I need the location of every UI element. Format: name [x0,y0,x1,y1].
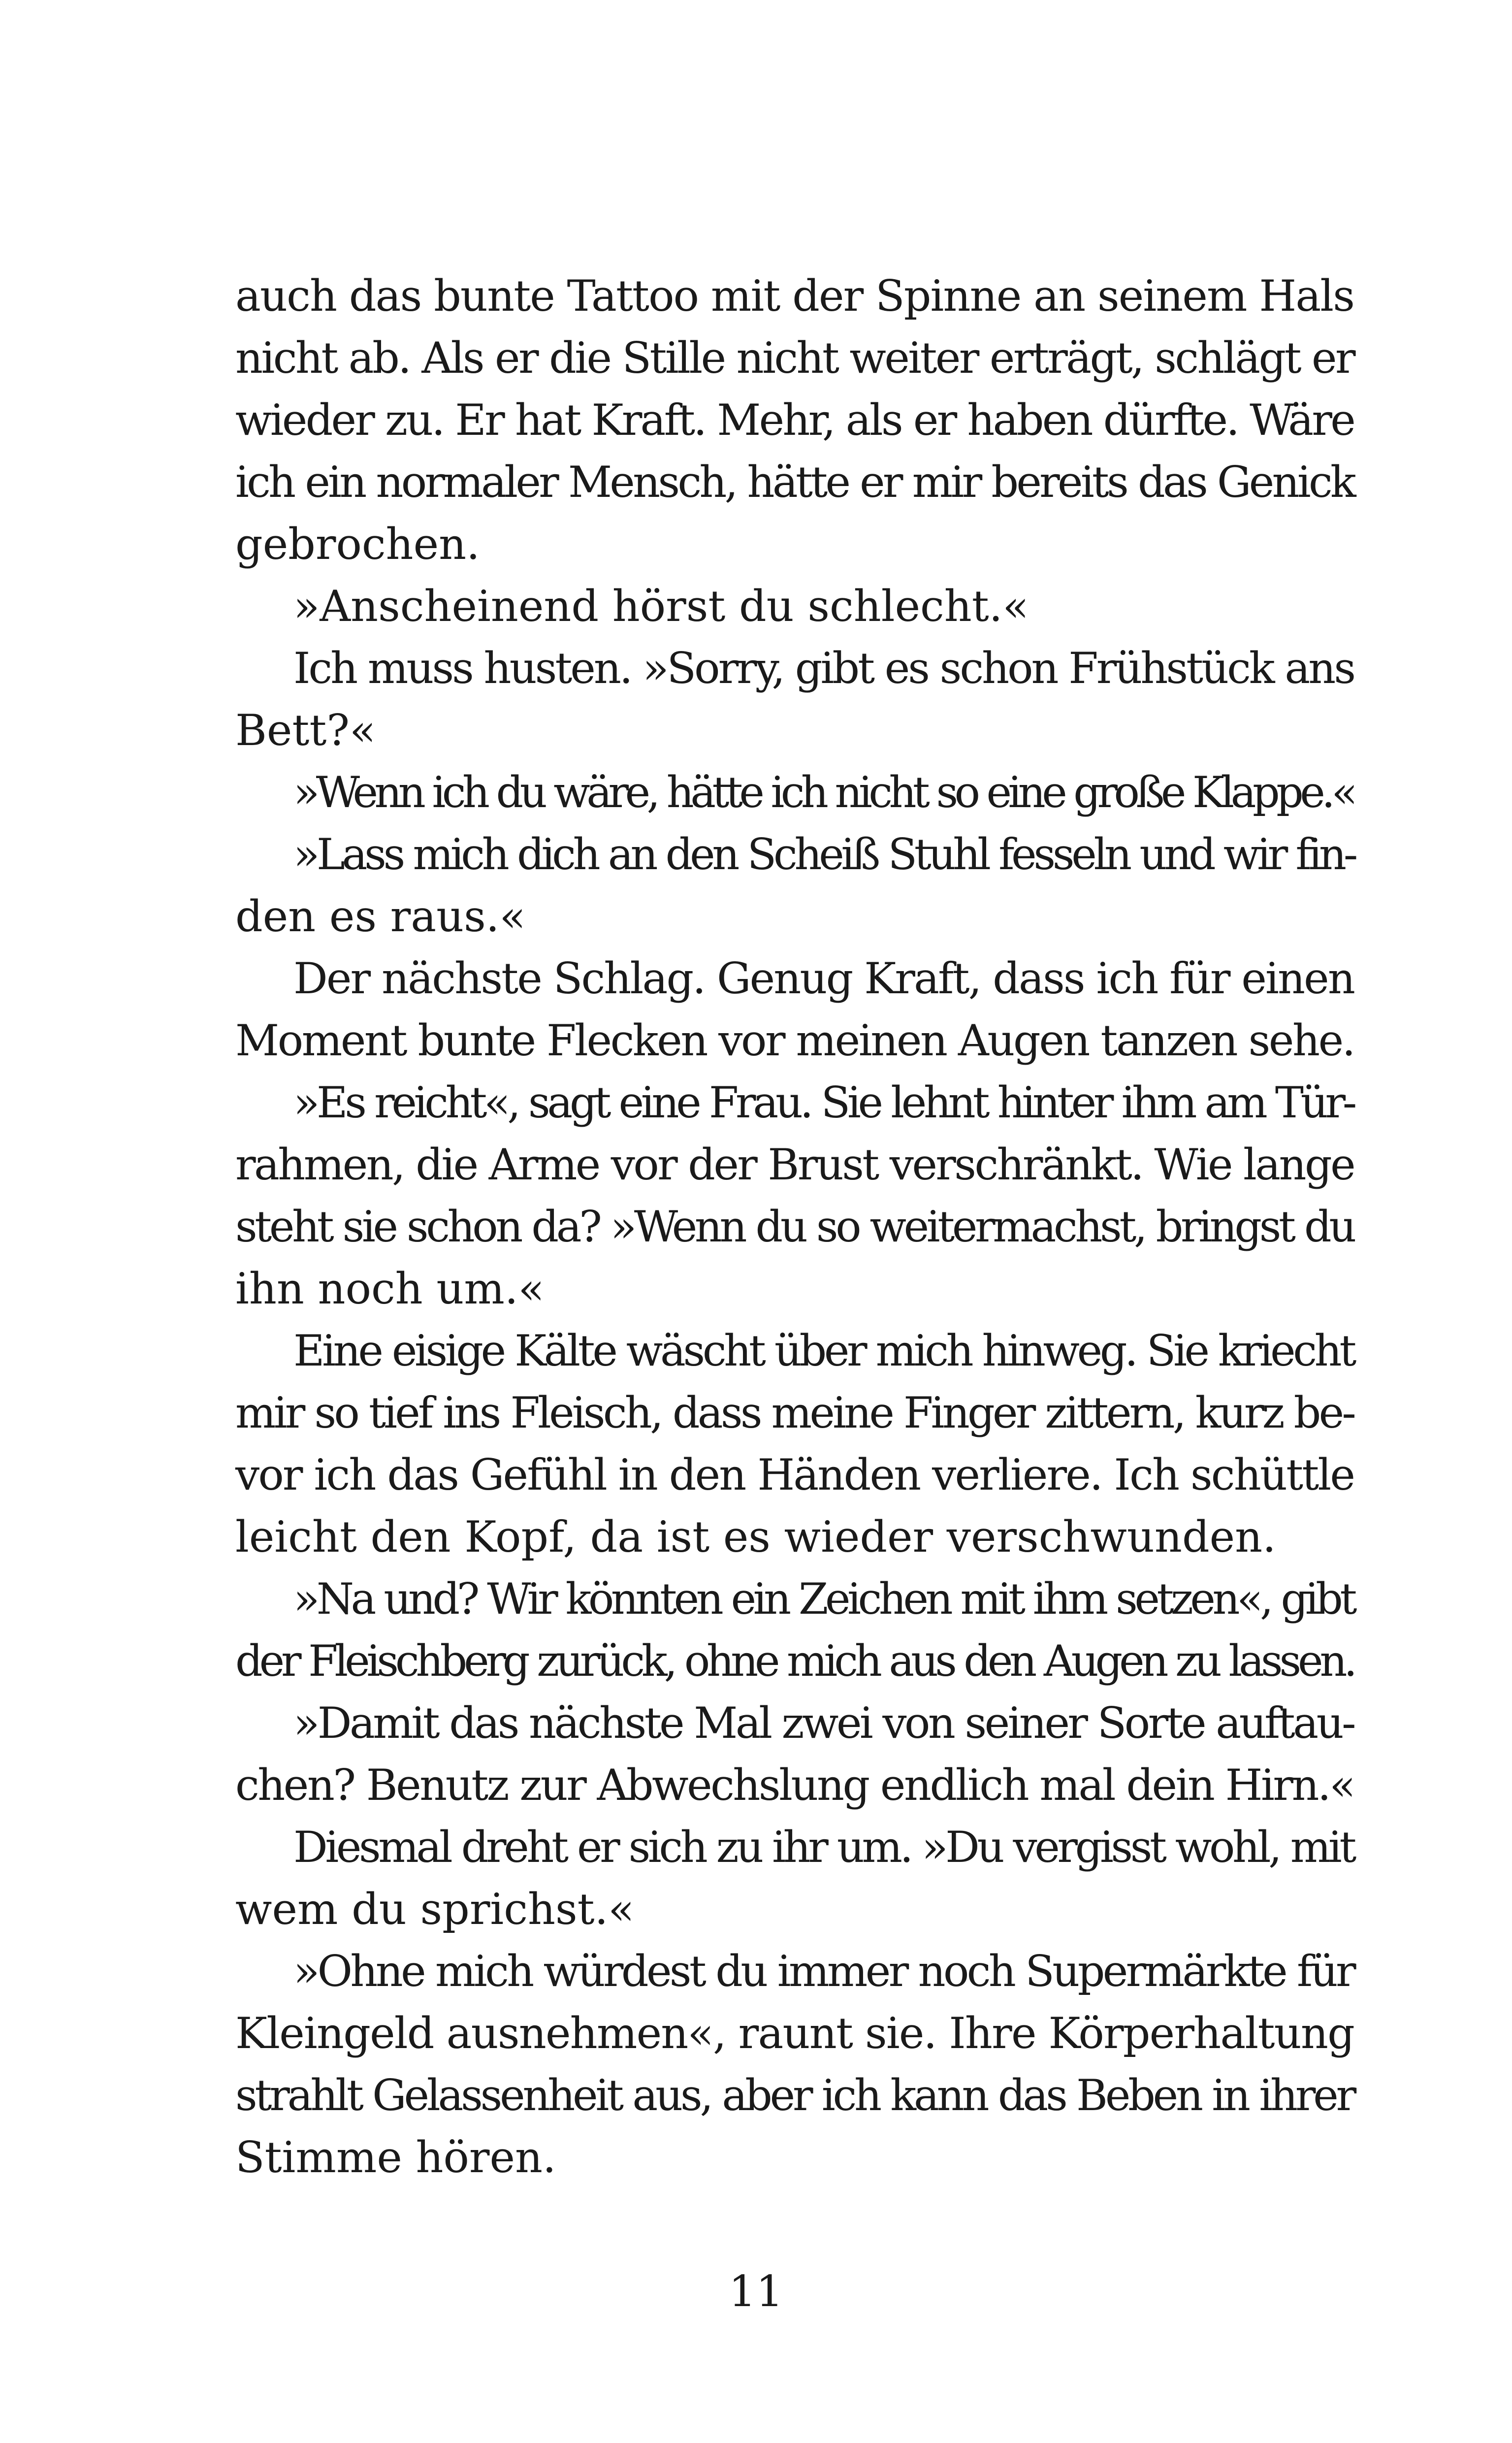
text-line: »Es reicht«, sagt eine Frau. Sie lehnt hinter ihm am Tür- [293,1077,1354,1128]
text-line: »Ohne mich würdest du immer noch Supermärkte für [293,1946,1354,1996]
text-line: Ich muss husten. »Sorry, gibt es schon Frühstück ans [293,643,1354,693]
text-line: den es raus.« [235,891,526,942]
text-line: Kleingeld ausnehmen«, raunt sie. Ihre Körperhaltung [235,2008,1354,2058]
text-line: strahlt Gelassenheit aus, aber ich kann das Beben in ihrer [235,2070,1354,2120]
text-line: »Anscheinend hörst du schlecht.« [293,581,1029,631]
text-line: vor ich das Gefühl in den Händen verliere. Ich schüttle [235,1450,1354,1500]
text-line: Eine eisige Kälte wäscht über mich hinweg. Sie kriecht [293,1326,1354,1376]
text-line: Der nächste Schlag. Genug Kraft, dass ich für einen [293,953,1354,1004]
text-line: Moment bunte Flecken vor meinen Augen tanzen sehe. [235,1015,1354,1066]
text-line: auch das bunte Tattoo mit der Spinne an seinem Hals [235,271,1354,321]
text-line: ich ein normaler Mensch, hätte er mir bereits das Genick [235,457,1354,507]
text-line: mir so tief ins Fleisch, dass meine Finger zittern, kurz be- [235,1388,1354,1438]
text-line: gebrochen. [235,519,480,569]
text-line: wem du sprichst.« [235,1884,635,1934]
text-line: wieder zu. Er hat Kraft. Mehr, als er haben dürfte. Wäre [235,395,1354,445]
page-number: 11 [729,2266,783,2316]
text-line: rahmen, die Arme vor der Brust verschränkt. Wie lange [235,1140,1354,1190]
text-line: »Wenn ich du wäre, hätte ich nicht so eine große Klappe.« [293,767,1354,817]
text-line: ihn noch um.« [235,1264,545,1314]
text-line: nicht ab. Als er die Stille nicht weiter erträgt, schlägt er [235,333,1354,383]
text-line: Diesmal dreht er sich zu ihr um. »Du vergisst wohl, mit [293,1822,1354,1872]
text-line: »Na und? Wir könnten ein Zeichen mit ihm setzen«, gibt [293,1574,1354,1624]
body-text [235,265,1354,2188]
text-line: Stimme hören. [235,2132,556,2182]
text-line: der Fleischberg zurück, ohne mich aus den Augen zu lassen. [235,1636,1354,1686]
text-line: Bett?« [235,705,376,755]
text-line: chen? Benutz zur Abwechslung endlich mal dein Hirn.« [235,1760,1354,1810]
text-line: »Lass mich dich an den Scheiß Stuhl fesseln und wir fin- [293,829,1355,879]
text-line: steht sie schon da? »Wenn du so weitermachst, bringst du [235,1202,1354,1252]
text-line: leicht den Kopf, da ist es wieder verschwunden. [235,1512,1276,1562]
text-line: »Damit das nächste Mal zwei von seiner Sorte auftau- [293,1698,1354,1748]
